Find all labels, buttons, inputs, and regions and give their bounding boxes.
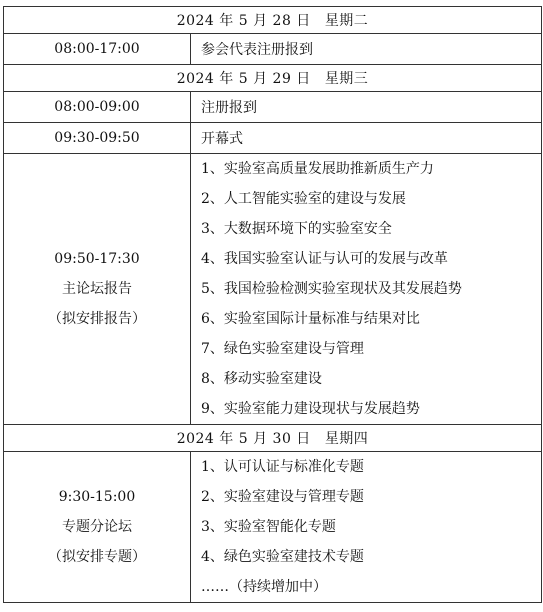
session-topic-list (191, 154, 542, 425)
date-text: 2024 年 5 月 29 日 (176, 71, 311, 87)
topic-item: 8、移动实验室建设 (201, 371, 322, 387)
date-header (4, 7, 542, 34)
schedule-row (4, 92, 542, 123)
date-header-row (4, 65, 542, 92)
agenda-item: 注册报到 (191, 92, 542, 123)
time-slot: 08:00-17:00 (4, 34, 191, 65)
topic-item: 2、人工智能实验室的建设与发展 (201, 191, 406, 207)
session-time: 9:30-15:00 (58, 489, 136, 505)
session-time-block (4, 154, 191, 425)
session-time: 09:50-17:30 (54, 251, 140, 267)
date-header-row (4, 425, 542, 452)
schedule-row (4, 34, 542, 65)
time-slot: 09:30-09:50 (4, 123, 191, 154)
topic-item: 4、我国实验室认证与认可的发展与改革 (201, 251, 448, 267)
conference-schedule-table (3, 6, 542, 603)
date-header-row (4, 7, 542, 34)
schedule-row (4, 123, 542, 154)
agenda-item: 开幕式 (191, 123, 542, 154)
session-topic-list (191, 452, 542, 603)
session-note: （拟安排报告） (48, 311, 146, 327)
topic-item: 1、认可认证与标准化专题 (201, 459, 364, 475)
date-text: 2024 年 5 月 30 日 (176, 431, 311, 447)
session-note: （拟安排专题） (48, 549, 146, 565)
session-time-block (4, 452, 191, 603)
topic-item: ……（持续增加中） (201, 579, 327, 595)
weekday-text: 星期四 (324, 431, 369, 447)
session-row (4, 452, 542, 603)
topic-item: 1、实验室高质量发展助推新质生产力 (201, 161, 434, 177)
topic-item: 3、大数据环境下的实验室安全 (201, 221, 392, 237)
topic-item: 2、实验室建设与管理专题 (201, 489, 364, 505)
weekday-text: 星期二 (324, 13, 369, 29)
session-name: 主论坛报告 (62, 281, 132, 297)
topic-item: 5、我国检验检测实验室现状及其发展趋势 (201, 281, 462, 297)
topic-item: 6、实验室国际计量标准与结果对比 (201, 311, 420, 327)
date-text: 2024 年 5 月 28 日 (176, 13, 311, 29)
weekday-text: 星期三 (324, 71, 369, 87)
date-header (4, 425, 542, 452)
date-header (4, 65, 542, 92)
topic-item: 4、绿色实验室建技术专题 (201, 549, 364, 565)
time-slot: 08:00-09:00 (4, 92, 191, 123)
session-name: 专题分论坛 (62, 519, 132, 535)
agenda-item: 参会代表注册报到 (191, 34, 542, 65)
topic-item: 3、实验室智能化专题 (201, 519, 336, 535)
topic-item: 9、实验室能力建设现状与发展趋势 (201, 401, 420, 417)
session-row (4, 154, 542, 425)
topic-item: 7、绿色实验室建设与管理 (201, 341, 364, 357)
